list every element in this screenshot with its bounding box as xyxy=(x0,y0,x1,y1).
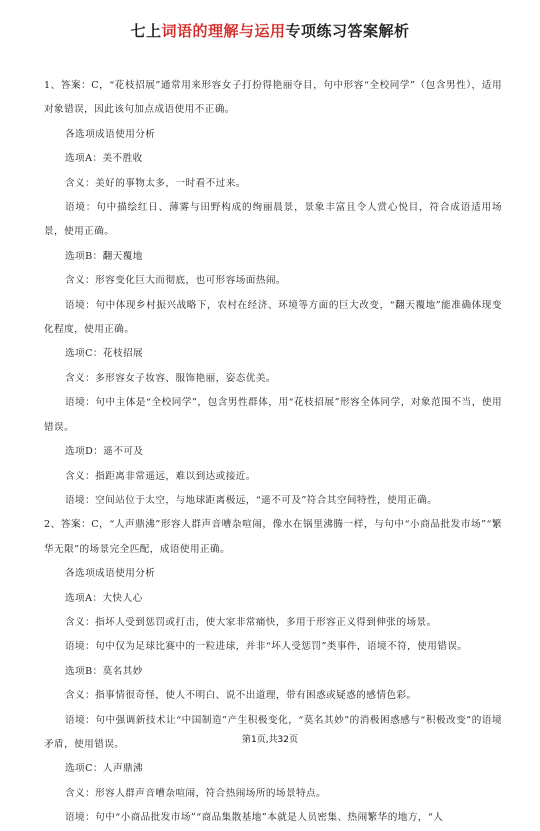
title-suffix: 专项练习答案解析 xyxy=(285,22,410,40)
answer-content xyxy=(44,74,502,831)
paragraph: 含义：指坏人受到惩罚或打击，使大家非常痛快，多用于形容正义得到伸张的场景。 xyxy=(65,616,437,628)
paragraph: 含义：形容变化巨大而彻底，也可形容场面热闹。 xyxy=(65,275,286,287)
paragraph: 含义：美好的事物太多，一时看不过来。 xyxy=(65,177,246,189)
paragraph: 语境：空间站位于太空，与地球距离极远，“遥不可及”符合其空间特性，使用正确。 xyxy=(65,494,438,506)
paragraph: 选项B：莫名其妙 xyxy=(65,665,143,677)
paragraph: 语境：句中体现乡村振兴战略下，农村在经济、环境等方面的巨大改变，“翻天覆地”能准确体现变化程度，使用正确。 xyxy=(44,299,502,336)
page-title xyxy=(0,20,540,41)
paragraph: 语境：句中“小商品批发市场”“商品集散基地”本就是人员密集、热闹繁华的地方，“人 xyxy=(65,812,444,824)
title-highlight: 词语的理解与运用 xyxy=(161,22,286,40)
paragraph: 1、答案：C，“花枝招展”通常用来形容女子打扮得艳丽夺目，句中形容“全校同学”（包含男性），适用对象错误，因此该句加点成语使用不正确。 xyxy=(44,80,502,116)
paragraph: 2、答案：C，“人声鼎沸”形容人群声音嘈杂喧闹，像水在锅里沸腾一样，与句中“小商品批发市场”“繁华无限”的场景完全匹配，成语使用正确。 xyxy=(44,519,502,555)
paragraph: 含义：指事情很奇怪，使人不明白、说不出道理，带有困惑或疑惑的感情色彩。 xyxy=(65,690,417,702)
paragraph: 语境：句中仅为足球比赛中的一粒进球，并非“坏人受惩罚”类事件，语境不符，使用错误。 xyxy=(65,641,468,653)
paragraph: 选项C：花枝招展 xyxy=(65,348,144,360)
paragraph: 选项A：美不胜收 xyxy=(65,153,143,165)
paragraph: 语境：句中强调新技术让“中国制造”产生积极变化，“莫名其妙”的消极困惑感与“积极改变”的语境矛盾，使用错误。 xyxy=(44,714,502,750)
paragraph: 语境：句中描绘红日、薄雾与田野构成的绚丽晨景，景象丰富且令人赏心悦目，符合成语适用场景，使用正确。 xyxy=(44,202,502,238)
paragraph: 含义：形容人群声音嘈杂喧闹，符合热闹场所的场景特点。 xyxy=(65,787,327,799)
paragraph: 选项C：人声鼎沸 xyxy=(65,763,144,775)
paragraph: 各选项成语使用分析 xyxy=(65,568,156,580)
paragraph: 含义：指距离非常遥远，难以到达或接近。 xyxy=(65,470,256,482)
page-footer: 第1页,共32页 xyxy=(241,735,299,745)
paragraph: 含义：多形容女子妆容、服饰艳丽，姿态优美。 xyxy=(65,372,276,384)
paragraph: 选项B：翻天覆地 xyxy=(65,250,143,262)
paragraph: 语境：句中主体是“全校同学”，包含男性群体，用“花枝招展”形容全体同学，对象范围不当，使用错误。 xyxy=(44,397,502,433)
paragraph: 选项D：遥不可及 xyxy=(65,446,144,458)
paragraph: 选项A：大快人心 xyxy=(65,592,143,604)
paragraph: 各选项成语使用分析 xyxy=(65,128,156,140)
title-prefix: 七上 xyxy=(130,22,162,40)
